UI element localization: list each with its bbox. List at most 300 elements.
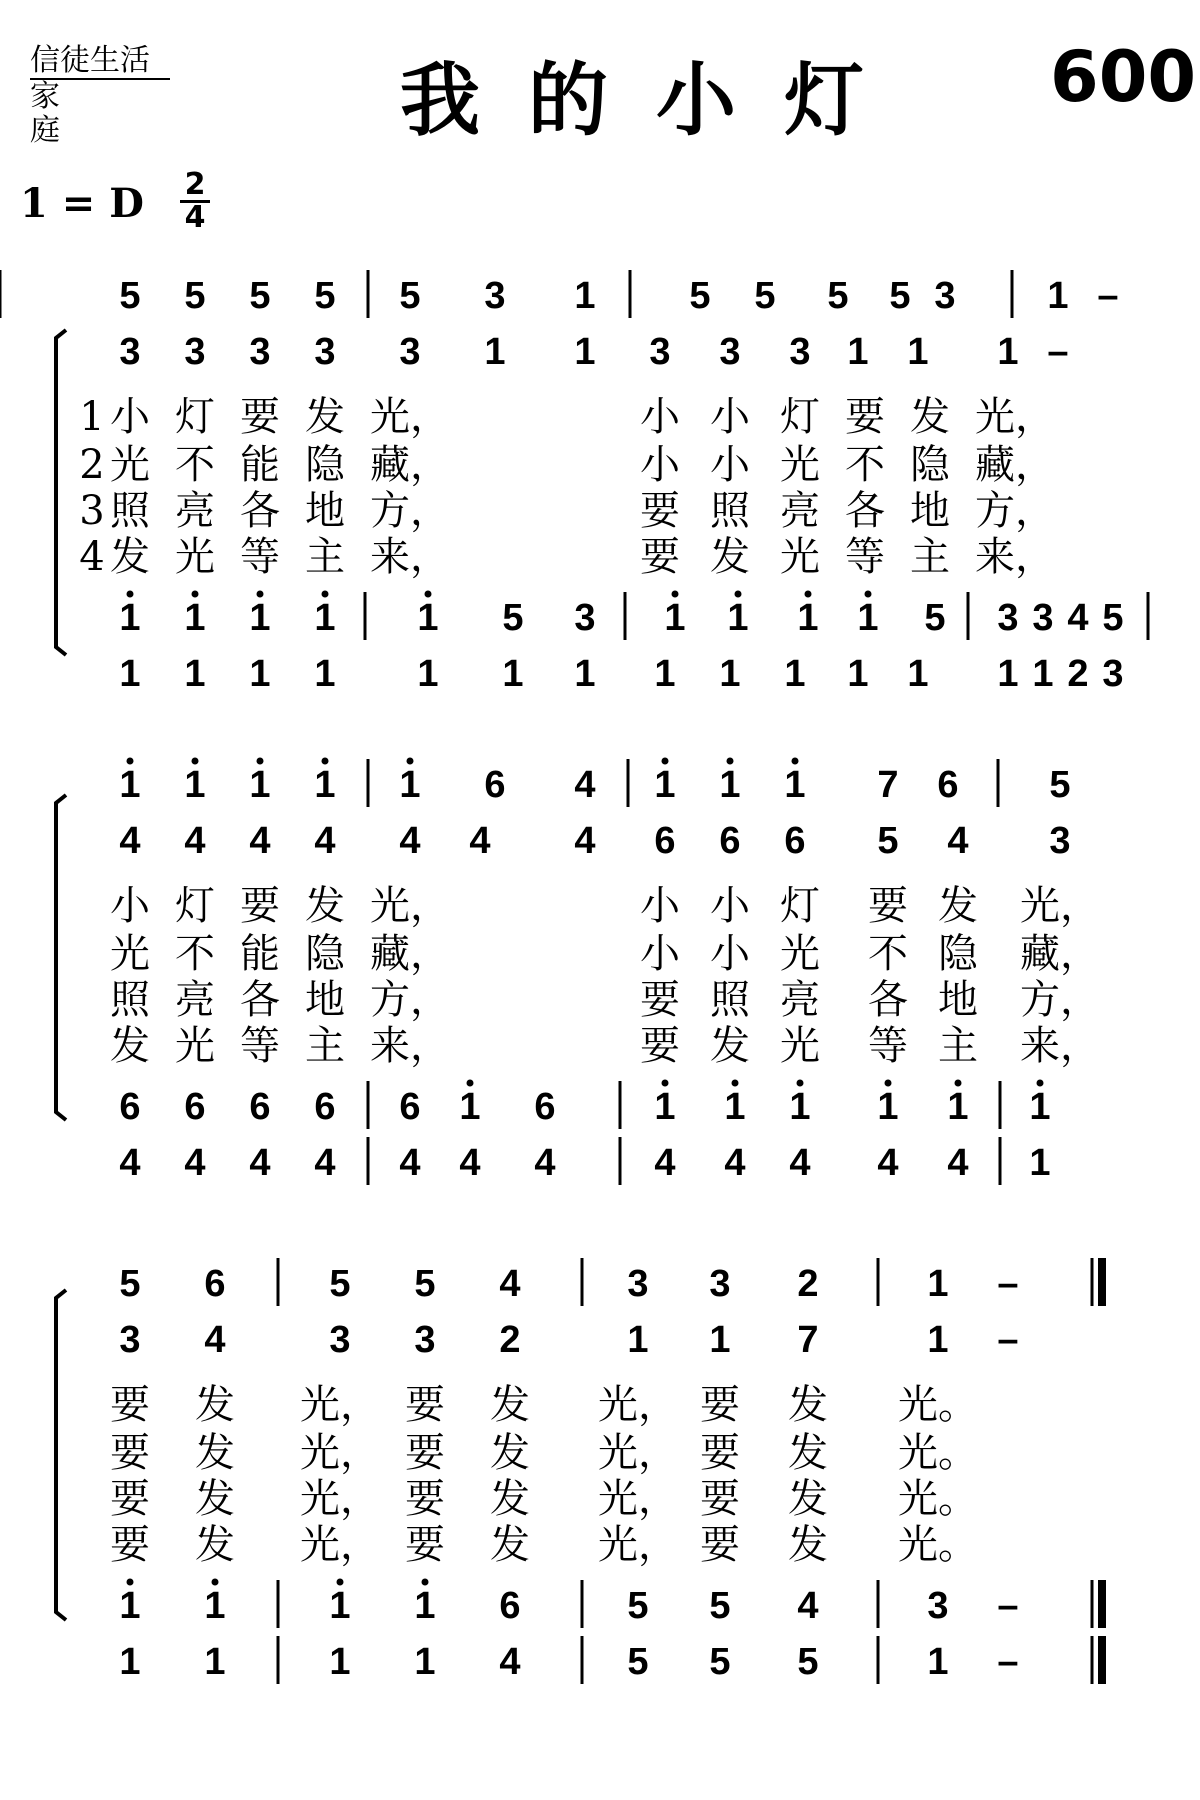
high-note: 1: [947, 1086, 969, 1128]
note: 5: [709, 1641, 731, 1683]
note: 4: [574, 820, 596, 862]
note: 5: [119, 1263, 141, 1305]
lyric-syllable: 要: [640, 977, 680, 1023]
note: 4: [499, 1641, 521, 1683]
dash-extension: –: [997, 1263, 1019, 1305]
system-bracket: [56, 795, 66, 1120]
note: 5: [314, 275, 336, 317]
note: 5: [414, 1263, 436, 1305]
lyric-syllable: 光: [780, 534, 820, 580]
lyric-syllable: 光: [780, 931, 820, 977]
note: 1: [204, 1641, 226, 1683]
lyric-syllable: 要: [405, 1430, 445, 1476]
note: 3: [789, 331, 811, 373]
lyric-syllable: 发: [195, 1382, 235, 1428]
lyric-syllable: 发: [110, 1023, 150, 1069]
high-note: 1: [414, 1585, 436, 1627]
lyric-syllable: 光，: [300, 1476, 380, 1522]
lyric-syllable: 发: [910, 394, 950, 440]
note: 3: [119, 1319, 141, 1361]
lyric-syllable: 方，: [370, 977, 450, 1023]
lyric-syllable: 光，: [598, 1430, 678, 1476]
note: 4: [534, 1142, 556, 1184]
subcategory-label: 家庭: [30, 79, 116, 148]
octave-dot: [127, 758, 134, 765]
lyric-syllable: 发: [195, 1522, 235, 1568]
high-note: 1: [249, 764, 271, 806]
category-label: 信徒生活: [30, 44, 170, 80]
system-bracket: [56, 330, 66, 655]
dash-extension: –: [1097, 275, 1119, 317]
octave-dot: [192, 758, 199, 765]
note: 5: [627, 1641, 649, 1683]
lyric-syllable: 照: [710, 977, 750, 1023]
lyric-syllable: 照: [110, 977, 150, 1023]
lyric-syllable: 各: [868, 977, 908, 1023]
octave-dot: [127, 1579, 134, 1586]
lyric-syllable: 地: [938, 977, 978, 1023]
high-note: 1: [204, 1585, 226, 1627]
lyric-syllable: 要: [405, 1476, 445, 1522]
note: 3: [329, 1319, 351, 1361]
lyric-syllable: 要: [700, 1522, 740, 1568]
note: 7: [877, 764, 899, 806]
note: 1: [719, 653, 741, 695]
note: 3: [1102, 653, 1124, 695]
note: 4: [399, 1142, 421, 1184]
lyric-syllable: 光，: [975, 394, 1055, 440]
lyric-syllable: 藏，: [370, 442, 450, 488]
note: 1: [184, 653, 206, 695]
note: 4: [399, 820, 421, 862]
lyric-syllable: 灯: [175, 394, 215, 440]
note: 4: [119, 1142, 141, 1184]
lyric-syllable: 光: [110, 931, 150, 977]
lyric-syllable: 要: [405, 1382, 445, 1428]
lyric-syllable: 发: [490, 1476, 530, 1522]
hymn-number: 600: [1050, 36, 1197, 118]
note: 5: [754, 275, 776, 317]
note: 3: [399, 331, 421, 373]
note: 1: [907, 331, 929, 373]
lyric-syllable: 要: [700, 1476, 740, 1522]
note: 6: [399, 1086, 421, 1128]
dash-extension: –: [997, 1319, 1019, 1361]
lyric-syllable: 要: [845, 394, 885, 440]
lyric-syllable: 小: [640, 442, 680, 488]
lyric-syllable: 光，: [598, 1522, 678, 1568]
lyric-syllable: 小: [640, 394, 680, 440]
note: 1: [574, 331, 596, 373]
note: 4: [877, 1142, 899, 1184]
note: 3: [627, 1263, 649, 1305]
note: 6: [249, 1086, 271, 1128]
dash-extension: –: [997, 1641, 1019, 1683]
lyric-syllable: 要: [110, 1522, 150, 1568]
note: 5: [889, 275, 911, 317]
octave-dot: [885, 1080, 892, 1087]
verse-number: 4: [79, 534, 105, 580]
lyric-syllable: 照: [110, 488, 150, 534]
note: 3: [719, 331, 741, 373]
lyric-syllable: 发: [490, 1382, 530, 1428]
note: 5: [249, 275, 271, 317]
note: 4: [654, 1142, 676, 1184]
verse-number: 3: [79, 488, 105, 534]
note: 5: [877, 820, 899, 862]
lyric-syllable: 不: [868, 931, 908, 977]
high-note: 1: [314, 597, 336, 639]
note: 4: [947, 1142, 969, 1184]
verse-number: 2: [79, 442, 105, 488]
lyric-syllable: 来，: [370, 534, 450, 580]
note: 6: [314, 1086, 336, 1128]
note: 4: [314, 820, 336, 862]
note: 3: [649, 331, 671, 373]
lyric-syllable: 小: [710, 394, 750, 440]
lyric-syllable: 要: [640, 488, 680, 534]
dash-extension: –: [1047, 331, 1069, 373]
note: 1: [627, 1319, 649, 1361]
note: 1: [1029, 1142, 1051, 1184]
octave-dot: [672, 591, 679, 598]
lyric-syllable: 灯: [780, 394, 820, 440]
verse-number: 1: [79, 394, 105, 440]
hymn-title: 我的小灯: [400, 53, 912, 147]
note: 6: [119, 1086, 141, 1128]
lyric-syllable: 方，: [975, 488, 1055, 534]
note: 1: [1047, 275, 1069, 317]
lyric-syllable: 要: [700, 1430, 740, 1476]
high-note: 1: [664, 597, 686, 639]
octave-dot: [422, 1579, 429, 1586]
high-note: 1: [877, 1086, 899, 1128]
lyric-syllable: 发: [305, 883, 345, 929]
note: 4: [724, 1142, 746, 1184]
note: 1: [927, 1263, 949, 1305]
lyric-syllable: 发: [490, 1522, 530, 1568]
lyric-syllable: 光，: [300, 1430, 380, 1476]
lyric-syllable: 能: [240, 931, 280, 977]
octave-dot: [727, 758, 734, 765]
lyric-syllable: 照: [710, 488, 750, 534]
octave-dot: [407, 758, 414, 765]
octave-dot: [322, 591, 329, 598]
note: 5: [709, 1585, 731, 1627]
note: 4: [499, 1263, 521, 1305]
note: 1: [417, 653, 439, 695]
lyric-syllable: 地: [305, 977, 345, 1023]
note: 1: [119, 1641, 141, 1683]
note: 6: [204, 1263, 226, 1305]
octave-dot: [257, 591, 264, 598]
note: 3: [997, 597, 1019, 639]
lyric-syllable: 小: [710, 883, 750, 929]
high-note: 1: [789, 1086, 811, 1128]
note: 1: [414, 1641, 436, 1683]
high-note: 1: [719, 764, 741, 806]
note: 6: [719, 820, 741, 862]
note: 5: [827, 275, 849, 317]
octave-dot: [955, 1080, 962, 1087]
lyric-syllable: 光。: [898, 1522, 978, 1568]
lyric-syllable: 要: [110, 1430, 150, 1476]
high-note: 1: [314, 764, 336, 806]
lyric-syllable: 小: [110, 883, 150, 929]
lyric-syllable: 发: [710, 1023, 750, 1069]
lyric-syllable: 光，: [370, 394, 450, 440]
note: 4: [249, 1142, 271, 1184]
note: 2: [797, 1263, 819, 1305]
lyric-syllable: 光。: [898, 1430, 978, 1476]
octave-dot: [735, 591, 742, 598]
lyric-syllable: 小: [710, 931, 750, 977]
lyric-syllable: 方，: [370, 488, 450, 534]
lyric-syllable: 要: [110, 1476, 150, 1522]
lyric-syllable: 隐: [910, 442, 950, 488]
high-note: 1: [184, 597, 206, 639]
octave-dot: [797, 1080, 804, 1087]
lyric-syllable: 要: [240, 883, 280, 929]
high-note: 1: [724, 1086, 746, 1128]
lyric-syllable: 要: [700, 1382, 740, 1428]
lyric-syllable: 光: [780, 1023, 820, 1069]
note: 3: [184, 331, 206, 373]
lyric-syllable: 各: [845, 488, 885, 534]
lyric-syllable: 光，: [300, 1522, 380, 1568]
lyric-syllable: 要: [240, 394, 280, 440]
lyric-syllable: 光。: [898, 1476, 978, 1522]
note: 4: [204, 1319, 226, 1361]
lyric-syllable: 亮: [780, 488, 820, 534]
note: 4: [797, 1585, 819, 1627]
note: 4: [184, 1142, 206, 1184]
note: 4: [574, 764, 596, 806]
note: 5: [797, 1641, 819, 1683]
note: 5: [329, 1263, 351, 1305]
lyric-syllable: 光，: [598, 1382, 678, 1428]
lyric-syllable: 要: [868, 883, 908, 929]
note: 6: [499, 1585, 521, 1627]
note: 1: [119, 653, 141, 695]
high-note: 1: [417, 597, 439, 639]
note: 3: [119, 331, 141, 373]
lyric-syllable: 光: [175, 1023, 215, 1069]
lyric-syllable: 发: [490, 1430, 530, 1476]
lyric-syllable: 发: [195, 1476, 235, 1522]
note: 4: [947, 820, 969, 862]
lyric-syllable: 光。: [898, 1382, 978, 1428]
lyric-syllable: 不: [845, 442, 885, 488]
high-note: 1: [119, 764, 141, 806]
lyric-syllable: 光，: [370, 883, 450, 929]
note: 6: [184, 1086, 206, 1128]
lyric-syllable: 发: [788, 1476, 828, 1522]
lyric-syllable: 主: [910, 534, 950, 580]
time-signature-bottom: 4: [184, 200, 206, 235]
octave-dot: [337, 1579, 344, 1586]
lyric-syllable: 方，: [1020, 977, 1100, 1023]
note: 4: [469, 820, 491, 862]
note: 5: [689, 275, 711, 317]
note: 1: [997, 653, 1019, 695]
lyric-syllable: 小: [640, 931, 680, 977]
high-note: 1: [399, 764, 421, 806]
lyric-syllable: 要: [110, 1382, 150, 1428]
lyric-syllable: 光: [780, 442, 820, 488]
octave-dot: [662, 758, 669, 765]
lyric-syllable: 来，: [975, 534, 1055, 580]
note: 1: [907, 653, 929, 695]
lyric-syllable: 各: [240, 488, 280, 534]
lyric-syllable: 地: [910, 488, 950, 534]
lyric-syllable: 要: [405, 1522, 445, 1568]
octave-dot: [865, 591, 872, 598]
high-note: 1: [727, 597, 749, 639]
lyric-syllable: 亮: [175, 488, 215, 534]
lyric-syllable: 隐: [938, 931, 978, 977]
lyric-syllable: 光，: [598, 1476, 678, 1522]
lyric-syllable: 小: [110, 394, 150, 440]
high-note: 1: [784, 764, 806, 806]
note: 7: [797, 1319, 819, 1361]
high-note: 1: [1029, 1086, 1051, 1128]
high-note: 1: [249, 597, 271, 639]
high-note: 1: [654, 1086, 676, 1128]
lyric-syllable: 等: [868, 1023, 908, 1069]
lyric-syllable: 发: [710, 534, 750, 580]
octave-dot: [805, 591, 812, 598]
lyric-syllable: 光，: [1020, 883, 1100, 929]
octave-dot: [425, 591, 432, 598]
lyric-syllable: 灯: [780, 883, 820, 929]
note: 3: [414, 1319, 436, 1361]
octave-dot: [257, 758, 264, 765]
lyric-syllable: 发: [788, 1522, 828, 1568]
lyric-syllable: 要: [640, 534, 680, 580]
lyric-syllable: 亮: [175, 977, 215, 1023]
lyric-syllable: 小: [640, 883, 680, 929]
note: 3: [1032, 597, 1054, 639]
lyric-syllable: 不: [175, 931, 215, 977]
note: 5: [627, 1585, 649, 1627]
octave-dot: [1037, 1080, 1044, 1087]
key-signature: 1 = D: [20, 180, 144, 227]
high-note: 1: [184, 764, 206, 806]
lyric-syllable: 藏，: [975, 442, 1055, 488]
note: 3: [249, 331, 271, 373]
high-note: 1: [119, 597, 141, 639]
note: 1: [249, 653, 271, 695]
octave-dot: [322, 758, 329, 765]
lyric-syllable: 等: [240, 534, 280, 580]
lyric-syllable: 不: [175, 442, 215, 488]
lyric-syllable: 光，: [300, 1382, 380, 1428]
lyric-syllable: 等: [240, 1023, 280, 1069]
octave-dot: [192, 591, 199, 598]
note: 1: [927, 1641, 949, 1683]
note: 6: [937, 764, 959, 806]
lyric-syllable: 发: [788, 1382, 828, 1428]
note: 5: [502, 597, 524, 639]
octave-dot: [662, 1080, 669, 1087]
note: 5: [399, 275, 421, 317]
lyric-syllable: 小: [710, 442, 750, 488]
note: 4: [119, 820, 141, 862]
lyric-syllable: 藏，: [1020, 931, 1100, 977]
high-note: 1: [797, 597, 819, 639]
note: 1: [502, 653, 524, 695]
note: 4: [314, 1142, 336, 1184]
lyric-syllable: 发: [195, 1430, 235, 1476]
high-note: 1: [459, 1086, 481, 1128]
note: 1: [1032, 653, 1054, 695]
note: 5: [924, 597, 946, 639]
note: 6: [784, 820, 806, 862]
note: 1: [329, 1641, 351, 1683]
lyric-syllable: 亮: [780, 977, 820, 1023]
note: 1: [484, 331, 506, 373]
high-note: 1: [654, 764, 676, 806]
high-note: 1: [857, 597, 879, 639]
note: 4: [184, 820, 206, 862]
note: 1: [709, 1319, 731, 1361]
high-note: 1: [329, 1585, 351, 1627]
note: 1: [314, 653, 336, 695]
time-signature-top: 2: [184, 167, 206, 202]
octave-dot: [212, 1579, 219, 1586]
note: 3: [927, 1585, 949, 1627]
note: 4: [459, 1142, 481, 1184]
lyric-syllable: 光: [110, 442, 150, 488]
note: 5: [184, 275, 206, 317]
lyric-syllable: 隐: [305, 442, 345, 488]
note: 3: [709, 1263, 731, 1305]
note: 3: [484, 275, 506, 317]
note: 6: [654, 820, 676, 862]
lyric-syllable: 各: [240, 977, 280, 1023]
lyric-syllable: 能: [240, 442, 280, 488]
lyric-syllable: 来，: [1020, 1023, 1100, 1069]
octave-dot: [732, 1080, 739, 1087]
octave-dot: [467, 1080, 474, 1087]
lyric-syllable: 灯: [175, 883, 215, 929]
note: 1: [654, 653, 676, 695]
lyric-syllable: 藏，: [370, 931, 450, 977]
note: 6: [534, 1086, 556, 1128]
note: 1: [847, 331, 869, 373]
lyric-syllable: 地: [305, 488, 345, 534]
lyric-syllable: 来，: [370, 1023, 450, 1069]
system-bracket: [56, 1290, 66, 1620]
lyric-syllable: 主: [938, 1023, 978, 1069]
note: 5: [119, 275, 141, 317]
note: 5: [1102, 597, 1124, 639]
note: 2: [499, 1319, 521, 1361]
lyric-syllable: 发: [305, 394, 345, 440]
lyric-syllable: 发: [110, 534, 150, 580]
octave-dot: [127, 591, 134, 598]
high-note: 1: [119, 1585, 141, 1627]
note: 1: [574, 653, 596, 695]
lyric-syllable: 光: [175, 534, 215, 580]
note: 1: [997, 331, 1019, 373]
lyric-syllable: 主: [305, 1023, 345, 1069]
note: 6: [484, 764, 506, 806]
lyric-syllable: 要: [640, 1023, 680, 1069]
note: 4: [789, 1142, 811, 1184]
note: 1: [847, 653, 869, 695]
